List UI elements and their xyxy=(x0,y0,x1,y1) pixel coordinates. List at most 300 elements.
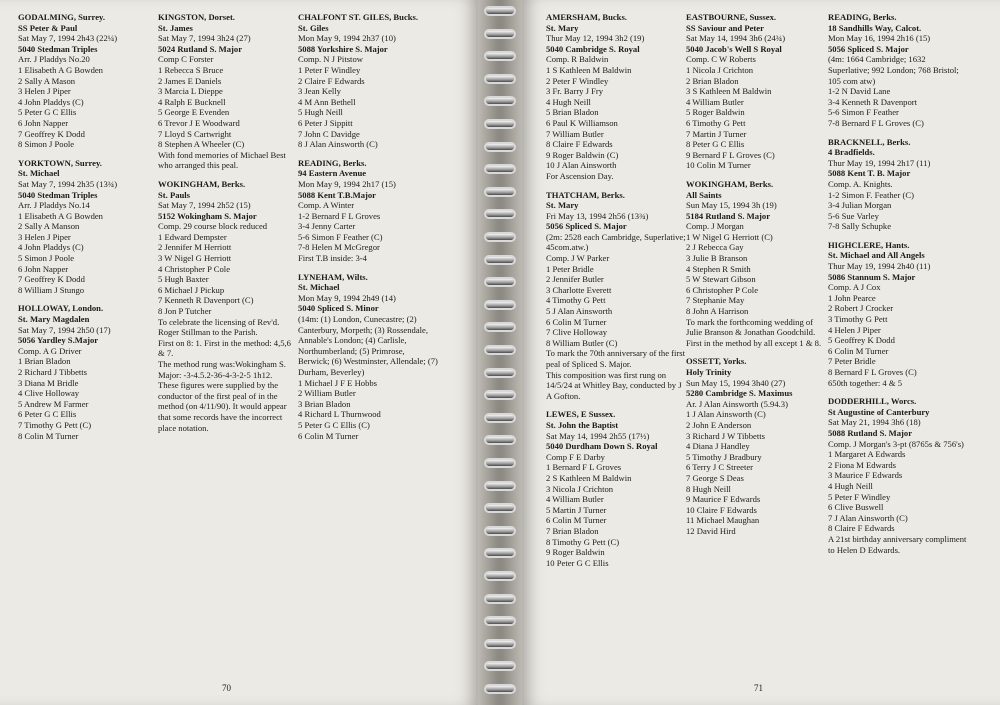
entry-line: St. James xyxy=(158,22,193,33)
entry-line: 8 Claire F Edwards xyxy=(828,523,895,534)
entry-line: 3 Nicola J Crichton xyxy=(546,483,614,494)
entry-line: 12 David Hird xyxy=(686,525,736,536)
entry-line: St. Michael xyxy=(298,282,340,293)
entry-line: 5 Andrew M Farmer xyxy=(18,398,89,409)
entry-line: Fri May 13, 1994 2h56 (13¾) xyxy=(546,210,649,221)
entry-line: For Ascension Day. xyxy=(546,170,614,181)
entry-line: 5 George E Evenden xyxy=(158,107,230,118)
entry-line: 5024 Rutland S. Major xyxy=(158,43,243,54)
peal-entry xyxy=(546,12,686,182)
entry-line: 7 Stephanie May xyxy=(686,295,745,306)
entry-line: 5040 Cambridge S. Royal xyxy=(546,43,640,54)
entry-line: Comp. C W Roberts xyxy=(686,54,756,65)
entry-line: (2m: 2528 each Cambridge, Superlative; 45com.atw.) xyxy=(546,231,686,253)
entry-line: 5152 Wokingham S. Major xyxy=(158,210,257,221)
entry-line: 1 J Alan Ainsworth (C) xyxy=(686,409,766,420)
entry-line: 5 Geoffrey K Dodd xyxy=(828,335,895,346)
entry-line: 1-2 Bernard F L Groves xyxy=(298,210,381,221)
peal-entry xyxy=(686,179,826,349)
binding-ring xyxy=(484,300,516,310)
entry-heading: BRACKNELL, Berks. xyxy=(828,136,911,147)
entry-line: 8 William Butler (C) xyxy=(546,337,618,348)
entry-line: St Augustine of Canterbury xyxy=(828,406,930,417)
entry-line: St. John the Baptist xyxy=(546,419,619,430)
entry-heading: GODALMING, Surrey. xyxy=(18,12,105,22)
entry-heading: OSSETT, Yorks. xyxy=(686,356,747,367)
binding-ring xyxy=(484,368,516,378)
entry-line: 8 Jon P Tutcher xyxy=(158,306,212,317)
entry-line: 1 Bernard F L Groves xyxy=(546,462,622,473)
entry-line: 5280 Cambridge S. Maximus xyxy=(686,388,793,399)
entry-line: 5056 Spliced S. Major xyxy=(828,43,909,54)
entry-line: 5 J Alan Ainsworth xyxy=(546,306,613,317)
entry-line: 5-6 Sue Varley xyxy=(828,210,879,221)
entry-line: 10 Claire F Edwards xyxy=(686,504,757,515)
left-column-1 xyxy=(18,12,158,449)
entry-line: 9 Bernard F L Groves (C) xyxy=(686,149,775,160)
entry-line: 3 Brian Bladon xyxy=(298,398,351,409)
entry-line: 8 Bernard F L Groves (C) xyxy=(828,367,917,377)
entry-line: 5-6 Simon F Feather (C) xyxy=(298,231,383,242)
entry-line: 3 Julie B Branson xyxy=(686,253,748,264)
entry-line: Comp. 29 course block reduced xyxy=(158,221,268,232)
entry-heading: READING, Berks. xyxy=(828,12,897,22)
entry-line: 8 Hugh Neill xyxy=(686,483,731,494)
entry-line: 10 J Alan Ainsworth xyxy=(546,160,617,171)
entry-line: 9 Roger Baldwin xyxy=(546,547,605,558)
entry-line: 6 Christopher P Cole xyxy=(686,284,759,295)
left-page-number: 70 xyxy=(222,683,231,693)
entry-line: 4 William Butler xyxy=(546,494,604,505)
entry-line: 7 Kenneth R Davenport (C) xyxy=(158,295,254,306)
binding-ring xyxy=(484,594,516,604)
entry-line: 6 Peter J Sippitt xyxy=(298,117,353,128)
entry-line: 5040 Durdham Down S. Royal xyxy=(546,441,658,452)
entry-line: Mon May 9, 1994 2h49 (14) xyxy=(298,292,396,303)
entry-line: 9 Maurice F Edwards xyxy=(686,494,761,505)
entry-line: 4 Hugh Neill xyxy=(828,480,873,491)
entry-heading: KINGSTON, Dorset. xyxy=(158,12,235,22)
entry-line: 6 Colin M Turner xyxy=(828,345,889,356)
entry-line: 5 Roger Baldwin xyxy=(686,107,745,118)
entry-line: 7 Peter Bridle xyxy=(828,356,876,367)
binding-ring xyxy=(484,616,516,626)
peal-entry xyxy=(828,12,968,129)
entry-line: First in the method by all except 1 & 8. xyxy=(686,337,822,348)
entry-line: 2 Jennifer Butler xyxy=(546,274,604,285)
entry-heading: YORKTOWN, Surrey. xyxy=(18,157,102,168)
entry-line: 3 Fr. Barry J Fry xyxy=(546,86,604,97)
entry-line: 4 Stephen R Smith xyxy=(686,263,751,274)
entry-line: 1 Elisabeth A G Bowden xyxy=(18,64,103,75)
entry-line: 2 Richard J Tibbetts xyxy=(18,367,87,377)
entry-line: All Saints xyxy=(686,189,722,200)
entry-heading: WOKINGHAM, Berks. xyxy=(686,178,774,189)
entry-line: SS Peter & Paul xyxy=(18,22,78,33)
entry-line: 4 John Pladdys (C) xyxy=(18,242,84,253)
entry-line: 8 Peter G C Ellis xyxy=(686,139,745,150)
peal-entry xyxy=(686,12,826,171)
peal-entry xyxy=(686,356,826,536)
entry-line: 4 M Ann Bethell xyxy=(298,96,356,107)
entry-line: 5 W Stewart Gibson xyxy=(686,274,756,285)
entry-line: 1 John Pearce xyxy=(828,292,876,303)
entry-line: 8 Colin M Turner xyxy=(18,430,79,441)
entry-line: 7 William Butler xyxy=(546,128,604,139)
right-column-2 xyxy=(686,12,826,545)
binding-ring xyxy=(484,277,516,287)
entry-line: 5 Martin J Turner xyxy=(546,504,607,515)
entry-line: A 21st birthday anniversary compliment to Helen D Edwards. xyxy=(828,533,967,555)
binding-ring xyxy=(484,96,516,106)
entry-line: To celebrate the licensing of Rev'd. Roger Stillman to the Parish. xyxy=(158,316,280,338)
entry-line: 1-2 N David Lane xyxy=(828,86,891,97)
entry-line: 3 Richard J W Tibbetts xyxy=(686,430,765,441)
peal-entry xyxy=(546,190,686,402)
entry-line: 7 Geoffrey K Dodd xyxy=(18,128,85,139)
entry-line: Comp. J Morgan's 3-pt (8765s & 756's) xyxy=(828,438,964,449)
binding-ring xyxy=(484,164,516,174)
entry-line: 5088 Rutland S. Major xyxy=(828,427,913,438)
entry-line: Sat May 7, 1994 2h35 (13¾) xyxy=(18,178,118,189)
entry-heading: EASTBOURNE, Sussex. xyxy=(686,12,777,22)
entry-line: 5040 Stedman Triples xyxy=(18,43,98,54)
entry-line: 10 Colin M Turner xyxy=(686,160,751,171)
entry-line: 4 Bradfields. xyxy=(828,147,875,158)
entry-heading: READING, Berks. xyxy=(298,157,367,168)
binding-ring xyxy=(484,639,516,649)
entry-line: 1 Rebecca S Bruce xyxy=(158,64,224,75)
entry-line: 4 William Butler xyxy=(686,96,744,107)
entry-line: 5184 Rutland S. Major xyxy=(686,210,771,221)
entry-line: 3 Helen J Piper xyxy=(18,231,71,242)
entry-heading: DODDERHILL, Worcs. xyxy=(828,396,917,407)
binding-ring xyxy=(484,345,516,355)
entry-line: 6 Colin M Turner xyxy=(546,316,607,327)
entry-line: (4m: 1664 Cambridge; 1632 Superlative; 992 London; 768 Bristol; 105 com atw) xyxy=(828,54,959,86)
entry-line: 3-4 Kenneth R Davenport xyxy=(828,96,918,107)
entry-line: Comp C Forster xyxy=(158,54,214,65)
entry-line: Mon May 9, 1994 2h37 (10) xyxy=(298,33,396,44)
entry-line: To mark the forthcoming wedding of Julie Branson & Jonathan Goodchild. xyxy=(686,316,816,338)
entry-line: SS Saviour and Peter xyxy=(686,22,764,33)
peal-entry xyxy=(298,272,438,442)
entry-heading: CHALFONT ST. GILES, Bucks. xyxy=(298,12,419,22)
entry-line: 5 Hugh Baxter xyxy=(158,274,209,285)
peal-entry xyxy=(828,137,968,232)
entry-line: 2 Sally A Manson xyxy=(18,221,80,232)
entry-line: Ar. J Alan Ainsworth (5.94.3) xyxy=(686,398,788,409)
entry-line: Comp. R Baldwin xyxy=(546,54,609,65)
binding-ring xyxy=(484,187,516,197)
binding-ring xyxy=(484,255,516,265)
entry-line: 7 Brian Bladon xyxy=(546,525,599,536)
binding-ring xyxy=(484,481,516,491)
binding-ring xyxy=(484,74,516,84)
entry-heading: THATCHAM, Berks. xyxy=(546,189,625,200)
binding-ring xyxy=(484,29,516,39)
entry-line: 1 Brian Bladon xyxy=(18,356,71,367)
entry-line: 10 Peter G C Ellis xyxy=(546,557,609,568)
entry-heading: LEWES, E Sussex. xyxy=(546,409,616,420)
entry-line: 2 William Butler xyxy=(298,388,356,399)
entry-line: 5040 Stedman Triples xyxy=(18,189,98,200)
binding-ring xyxy=(484,684,516,694)
entry-line: 6 Peter G C Ellis xyxy=(18,409,77,420)
entry-line: 1 Edward Dempster xyxy=(158,231,227,242)
peal-entry xyxy=(158,179,298,433)
entry-line: 7 George S Deas xyxy=(686,472,744,483)
binding-ring xyxy=(484,526,516,536)
entry-line: With fond memories of Michael Best who arranged this peal. xyxy=(158,149,286,171)
entry-line: 1 S Kathleen M Baldwin xyxy=(546,64,632,75)
binding-ring xyxy=(484,503,516,513)
entry-line: Sat May 7, 1994 3h24 (27) xyxy=(158,33,251,44)
entry-line: This composition was first rung on 14/5/24 at Whitley Bay, conducted by J A Gofton. xyxy=(546,369,682,401)
entry-line: 1 Elisabeth A G Bowden xyxy=(18,210,103,221)
entry-line: 5040 Jacob's Well S Royal xyxy=(686,43,782,54)
entry-line: 5 Hugh Neill xyxy=(298,107,343,118)
entry-line: First on 8: 1. First in the method: 4,5,6 & 7. xyxy=(158,337,291,359)
entry-line: These figures were supplied by the conductor of the first peal of in the method (on 4/11/90). It would appear that some records have the incorrect place notation. xyxy=(158,380,287,433)
entry-line: 5 Peter G C Ellis xyxy=(18,107,77,118)
binding-ring xyxy=(484,119,516,129)
entry-line: 4 Helen J Piper xyxy=(828,324,881,335)
entry-line: 6 Paul K Williamson xyxy=(546,117,618,128)
peal-entry xyxy=(298,12,438,150)
entry-line: 2 Claire F Edwards xyxy=(298,75,365,86)
entry-line: 3-4 Jenny Carter xyxy=(298,221,356,232)
entry-line: 4 Diana J Handley xyxy=(686,441,750,452)
peal-entry xyxy=(828,240,968,388)
entry-line: 5 Peter G C Ellis (C) xyxy=(298,419,370,430)
entry-line: 4 Clive Holloway xyxy=(18,388,80,399)
right-column-3 xyxy=(828,12,968,563)
entry-line: 5040 Spliced S. Minor xyxy=(298,303,379,314)
entry-line: 1 W Nigel G Herriott (C) xyxy=(686,231,773,242)
entry-heading: HOLLOWAY, London. xyxy=(18,303,104,314)
entry-line: 4 John Pladdys (C) xyxy=(18,96,84,107)
entry-line: 2 Brian Bladon xyxy=(686,75,739,86)
binding-ring xyxy=(484,435,516,445)
entry-line: St. Mary xyxy=(546,200,579,211)
entry-line: 5 Timothy J Bradbury xyxy=(686,451,762,462)
entry-line: Thur May 19, 1994 2h40 (11) xyxy=(828,261,931,272)
entry-heading: LYNEHAM, Wilts. xyxy=(298,271,368,282)
entry-line: Comp. J W Parker xyxy=(546,253,610,264)
entry-line: 3 Diana M Bridle xyxy=(18,377,79,388)
entry-heading: HIGHCLERE, Hants. xyxy=(828,239,910,250)
entry-line: Thur May 19, 1994 2h17 (11) xyxy=(828,157,931,168)
entry-line: 5086 Stannum S. Major xyxy=(828,271,916,282)
entry-line: 8 Stephen A Wheeler (C) xyxy=(158,139,245,150)
right-column-1 xyxy=(546,12,686,576)
left-column-2 xyxy=(158,12,298,441)
entry-line: 7-8 Bernard F L Groves (C) xyxy=(828,117,924,128)
entry-line: 3 Maurice F Edwards xyxy=(828,470,903,481)
entry-line: Thur May 12, 1994 3h2 (19) xyxy=(546,33,645,44)
binding-ring xyxy=(484,661,516,671)
entry-line: 8 Claire F Edwards xyxy=(546,139,613,150)
entry-line: Sat May 7, 1994 2h43 (22¼) xyxy=(18,33,118,44)
entry-heading: AMERSHAM, Bucks. xyxy=(546,12,627,22)
entry-line: Comp. A Winter xyxy=(298,200,355,211)
entry-line: 3 S Kathleen M Baldwin xyxy=(686,86,772,97)
entry-line: 5088 Kent T.B.Major xyxy=(298,189,376,200)
entry-line: Sat May 21, 1994 3h6 (18) xyxy=(828,417,921,428)
entry-line: 5056 Spliced S. Major xyxy=(546,221,627,232)
entry-line: 4 Richard L Thurnwood xyxy=(298,409,381,420)
entry-line: First T.B inside: 3-4 xyxy=(298,253,367,264)
binding-ring xyxy=(484,6,516,16)
entry-line: Comp. A J Cox xyxy=(828,282,881,293)
peal-entry xyxy=(546,409,686,568)
binding-ring xyxy=(484,390,516,400)
entry-line: Sat May 14, 1994 2h55 (17½) xyxy=(546,430,650,441)
entry-line: 8 J Alan Ainsworth (C) xyxy=(298,139,378,150)
entry-line: 2 Sally A Mason xyxy=(18,75,76,86)
entry-line: 7 Timothy G Pett (C) xyxy=(18,419,92,430)
binding-ring xyxy=(484,322,516,332)
peal-entry xyxy=(18,12,158,150)
left-page xyxy=(0,0,478,705)
entry-line: 2 John E Anderson xyxy=(686,419,752,430)
entry-line: 5 Peter F Windley xyxy=(828,491,891,502)
binding-ring xyxy=(484,548,516,558)
entry-line: 2 James E Daniels xyxy=(158,75,222,86)
entry-line: (14m: (1) London, Cunecastre; (2) Canterbury, Morpeth; (3) Rossendale, Annable's London; (4) Carlisle, Northumberland; (5) Primrose, Berwick; (6) Westminster, Allendale; (7) Durham, Beverley) xyxy=(298,314,438,377)
entry-line: St. Michael and All Angels xyxy=(828,250,925,261)
entry-line: 4 Timothy G Pett xyxy=(546,295,606,306)
entry-line: St. Pauls xyxy=(158,189,190,200)
entry-line: 2 J Rebecca Gay xyxy=(686,242,744,253)
entry-line: 6 Timothy G Pett xyxy=(686,117,746,128)
binding-ring xyxy=(484,51,516,61)
entry-line: 3 Helen J Piper xyxy=(18,86,71,97)
entry-line: 2 S Kathleen M Baldwin xyxy=(546,472,632,483)
entry-line: 5 Simon J Poole xyxy=(18,253,75,264)
entry-line: St. Mary xyxy=(546,22,579,33)
entry-line: Comp. N J Pitstow xyxy=(298,54,363,65)
entry-heading: WOKINGHAM, Berks. xyxy=(158,178,246,189)
entry-line: Arr. J Pladdys No.14 xyxy=(18,200,90,211)
entry-line: 4 Ralph E Bucknell xyxy=(158,96,226,107)
entry-line: 5-6 Simon F Feather xyxy=(828,107,899,118)
entry-line: Arr. J Pladdys No.20 xyxy=(18,54,90,65)
binding-ring xyxy=(484,232,516,242)
entry-line: 1 Peter F Windley xyxy=(298,64,361,75)
entry-line: 94 Eastern Avenue xyxy=(298,168,367,179)
peal-entry xyxy=(298,158,438,264)
entry-line: 7 J Alan Ainsworth (C) xyxy=(828,512,908,523)
entry-line: Mon May 9, 1994 2h17 (15) xyxy=(298,178,396,189)
entry-line: Comp. A. Knights. xyxy=(828,178,893,189)
entry-line: 6 Clive Buswell xyxy=(828,502,884,513)
entry-line: 3 W Nigel G Herriott xyxy=(158,253,232,264)
entry-line: 1 Nicola J Crichton xyxy=(686,64,754,75)
entry-line: St. Michael xyxy=(18,168,60,179)
entry-line: 7 Clive Holloway xyxy=(546,327,608,338)
entry-line: 7 Geoffrey K Dodd xyxy=(18,274,85,285)
entry-line: 18 Sandhills Way, Calcot. xyxy=(828,22,922,33)
entry-line: 650th together: 4 & 5 xyxy=(828,377,902,388)
entry-line: 7-8 Helen M McGregor xyxy=(298,242,380,253)
entry-line: 2 Peter F Windley xyxy=(546,75,609,86)
left-column-3 xyxy=(298,12,438,449)
spiral-binding xyxy=(478,0,522,705)
entry-line: 5 Brian Bladon xyxy=(546,107,599,118)
entry-line: 7 John C Davidge xyxy=(298,128,360,139)
entry-line: Comp F E Darby xyxy=(546,451,605,462)
right-page-number: 71 xyxy=(754,683,763,693)
entry-line: 5088 Kent T. B. Major xyxy=(828,168,911,179)
entry-line: 1 Michael J F E Hobbs xyxy=(298,377,378,388)
entry-line: To mark the 70th anniversary of the first peal of Spliced S. Major. xyxy=(546,348,686,369)
entry-line: 6 Michael J Pickup xyxy=(158,284,225,295)
binding-ring xyxy=(484,209,516,219)
entry-line: 8 William J Stungo xyxy=(18,284,85,295)
peal-entry xyxy=(18,158,158,296)
entry-line: 6 Colin M Turner xyxy=(298,430,359,441)
entry-line: 1 Peter Bridle xyxy=(546,263,594,274)
binding-ring xyxy=(484,571,516,581)
entry-line: Comp. J Morgan xyxy=(686,221,744,232)
entry-line: Sat May 14, 1994 3h6 (24¾) xyxy=(686,33,786,44)
peal-entry xyxy=(828,396,968,555)
entry-line: 8 Simon J Poole xyxy=(18,139,75,150)
entry-line: Sun May 15, 1994 3h (19) xyxy=(686,200,777,211)
entry-line: 5088 Yorkshire S. Major xyxy=(298,43,388,54)
entry-line: 5056 Yardley S.Major xyxy=(18,335,99,346)
binding-ring xyxy=(484,413,516,423)
entry-line: 3 Charlotte Everett xyxy=(546,284,612,295)
entry-line: 7-8 Sally Schupke xyxy=(828,221,892,232)
entry-line: Holy Trinity xyxy=(686,367,732,377)
entry-line: 8 Timothy G Pett (C) xyxy=(546,536,620,547)
entry-line: The method rung was:Wokingham S. Major: -3-4.5.2-36-4-3-2-5 1h12. xyxy=(158,359,286,380)
entry-line: 6 John Napper xyxy=(18,117,69,128)
entry-line: 7 Lloyd S Cartwright xyxy=(158,128,232,139)
entry-line: 9 Roger Baldwin (C) xyxy=(546,149,619,160)
binding-ring xyxy=(484,142,516,152)
entry-line: Mon May 16, 1994 2h16 (15) xyxy=(828,33,931,44)
entry-line: 6 Colin M Turner xyxy=(546,515,607,526)
entry-line: 3 Jean Kelly xyxy=(298,86,341,97)
peal-entry xyxy=(18,303,158,441)
entry-line: 3 Marcia L Dieppe xyxy=(158,86,223,97)
entry-line: 6 John Napper xyxy=(18,263,69,274)
entry-line: St. Giles xyxy=(298,22,329,33)
peal-entry xyxy=(158,12,298,171)
entry-line: 3-4 Julian Morgan xyxy=(828,200,892,211)
right-page xyxy=(522,0,1000,705)
entry-line: 2 Fiona M Edwards xyxy=(828,459,897,470)
entry-line: St. Mary Magdalen xyxy=(18,314,90,325)
entry-line: 11 Michael Maughan xyxy=(686,515,760,526)
entry-line: Comp. A G Driver xyxy=(18,345,82,356)
entry-line: 2 Jennifer M Herriott xyxy=(158,242,232,253)
entry-line: 1 Margaret A Edwards xyxy=(828,449,906,460)
entry-line: 2 Robert J Crocker xyxy=(828,303,894,314)
entry-line: Sun May 15, 1994 3h40 (27) xyxy=(686,377,786,388)
entry-line: 7 Martin J Turner xyxy=(686,128,747,139)
entry-line: 3 Timothy G Pett xyxy=(828,314,888,325)
binding-ring xyxy=(484,458,516,468)
entry-line: 4 Hugh Neill xyxy=(546,96,591,107)
entry-line: 4 Christopher P Cole xyxy=(158,263,231,274)
entry-line: 6 Terry J C Streeter xyxy=(686,462,754,473)
entry-line: 8 John A Harrison xyxy=(686,306,749,317)
